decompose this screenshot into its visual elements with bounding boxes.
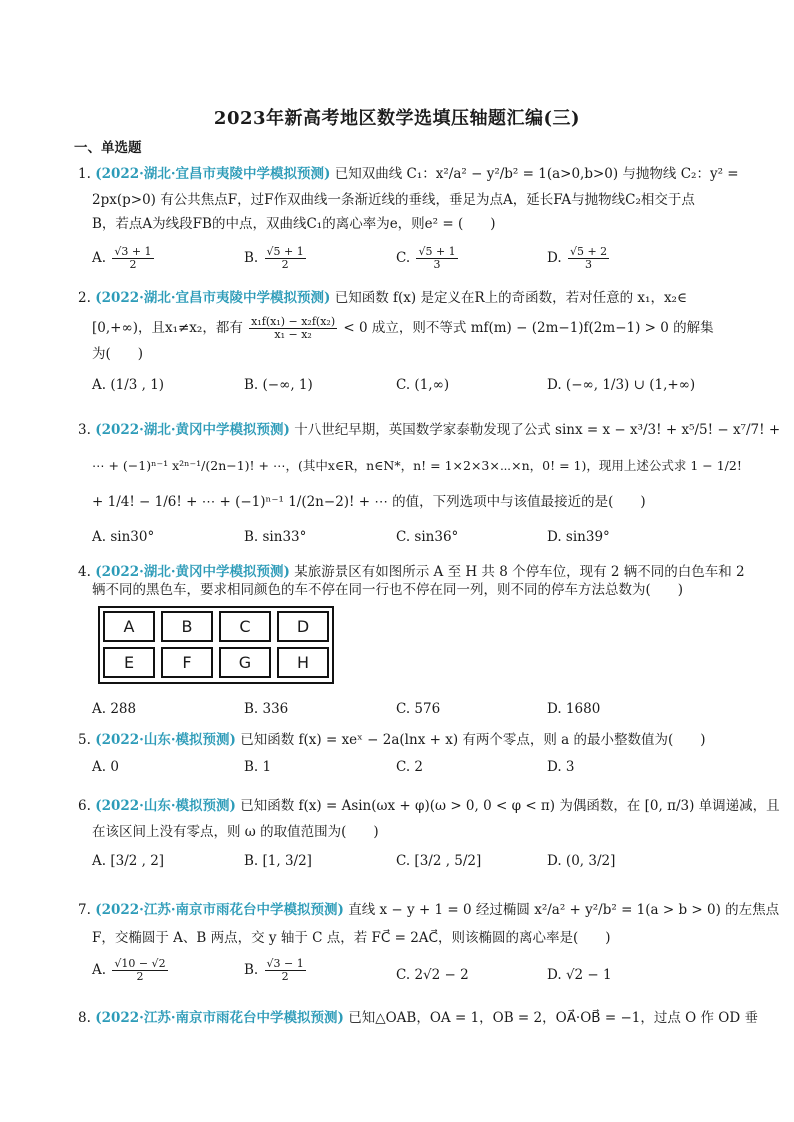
question-text: 已知函数 f(x) 是定义在R上的奇函数，若对任意的 x₁，x₂∈	[334, 290, 687, 306]
question-number: 3.	[78, 422, 91, 438]
question-number: 7.	[78, 902, 91, 918]
option-b[interactable]: B. 336	[244, 701, 289, 717]
option-c[interactable]: C. $\frac{√5 + 1}{3}$	[396, 245, 456, 271]
option-d[interactable]: D. sin39°	[547, 529, 610, 545]
question-1	[78, 164, 748, 184]
question-3	[78, 420, 781, 440]
parking-space-e: E	[103, 647, 155, 678]
option-d[interactable]: D. √2 − 1	[547, 967, 612, 983]
question-source: (2022·湖北·黄冈中学模拟预测)	[95, 422, 290, 438]
option-d[interactable]: D. (−∞, 1/3) ∪ (1,+∞)	[547, 377, 696, 393]
option-c[interactable]: C. 2	[396, 759, 424, 775]
question-source: (2022·江苏·南京市雨花台中学模拟预测)	[95, 1010, 344, 1026]
question-source: (2022·湖北·宜昌市夷陵中学模拟预测)	[95, 166, 331, 182]
question-text: 为( )	[92, 346, 144, 362]
option-a[interactable]: A. sin30°	[92, 529, 155, 545]
question-text: ⋯ + (−1)ⁿ⁻¹ x²ⁿ⁻¹/(2n−1)! + ⋯，(其中x∈R，n∈N*，n! = 1×2×3×⋯×n，0! = 1)，现用上述公式求 1 − 1/2!	[92, 458, 742, 473]
option-d[interactable]: D. 3	[547, 759, 575, 775]
options-row	[92, 698, 752, 722]
option-a[interactable]: A. [3/2 , 2]	[92, 853, 165, 869]
parking-grid	[98, 606, 334, 684]
option-a[interactable]: A. 288	[92, 701, 137, 717]
parking-space-a: A	[103, 611, 155, 642]
option-c[interactable]: C. sin36°	[396, 529, 459, 545]
option-c[interactable]: C. [3/2 , 5/2]	[396, 853, 482, 869]
option-a[interactable]: A. 0	[92, 759, 119, 775]
question-source: (2022·山东·模拟预测)	[95, 732, 236, 748]
options-row	[92, 850, 752, 874]
parking-space-f: F	[161, 647, 213, 678]
option-a[interactable]: A. (1/3 , 1)	[92, 377, 165, 393]
parking-space-h: H	[277, 647, 329, 678]
options-row	[92, 756, 752, 780]
option-c[interactable]: C. 576	[396, 701, 441, 717]
option-b[interactable]: B. (−∞, 1)	[244, 377, 313, 393]
question-text: B，若点A为线段FB的中点，双曲线C₁的离心率为e，则e² = ( )	[92, 216, 496, 232]
question-8	[78, 1008, 758, 1028]
option-a[interactable]: A. $\frac{√10 - √2}{2}$	[92, 957, 166, 983]
parking-space-d: D	[277, 611, 329, 642]
question-text: 已知函数 f(x) = Asin(ωx + φ)(ω > 0, 0 < φ < π) 为偶函数，在 [0, π/3) 单调递减，且	[240, 798, 780, 814]
options-row	[92, 374, 752, 398]
question-source: (2022·湖北·宜昌市夷陵中学模拟预测)	[95, 290, 331, 306]
option-d[interactable]: D. (0, 3/2]	[547, 853, 616, 869]
question-5	[78, 730, 748, 750]
parking-space-b: B	[161, 611, 213, 642]
options-row	[92, 246, 752, 270]
question-text: 已知函数 f(x) = xeˣ − 2a(lnx + x) 有两个零点，则 a 的最小整数值为( )	[240, 732, 706, 748]
options-row	[92, 958, 752, 982]
question-source: (2022·湖北·黄冈中学模拟预测)	[95, 564, 290, 580]
option-d[interactable]: D. 1680	[547, 701, 601, 717]
question-6	[78, 796, 780, 816]
question-number: 8.	[78, 1010, 91, 1026]
question-number: 4.	[78, 564, 91, 580]
question-text: 在该区间上没有零点，则 ω 的取值范围为( )	[92, 824, 379, 840]
question-text: + 1/4! − 1/6! + ⋯ + (−1)ⁿ⁻¹ 1/(2n−2)! + ⋯ 的值，下列选项中与该值最接近的是( )	[92, 494, 646, 510]
option-b[interactable]: B. sin33°	[244, 529, 307, 545]
question-number: 6.	[78, 798, 91, 814]
parking-space-g: G	[219, 647, 271, 678]
option-b[interactable]: B. $\frac{√5 + 1}{2}$	[244, 245, 304, 271]
question-number: 2.	[78, 290, 91, 306]
question-text: 十八世纪早期，英国数学家泰勒发现了公式 sinx = x − x³/3! + x⁵/5! − x⁷/7! +	[294, 422, 781, 438]
option-a[interactable]: A. $\frac{√3 + 1}{2}$	[92, 245, 152, 271]
option-c[interactable]: C. (1,∞)	[396, 377, 450, 393]
page-title: 2023年新高考地区数学选填压轴题汇编(三)	[213, 108, 581, 129]
question-text: 已知双曲线 C₁：x²/a² − y²/b² = 1(a>0,b>0) 与抛物线 C₂：y² =	[334, 166, 739, 182]
question-text: [0,+∞)，且x₁≠x₂，都有 $\frac{\text{x₁f(x₁) − x₂f(x₂)}}{\text{x₁ − x₂}}$ < 0 成立，则不等式 mf(m) − (2m−1)f(2m−1) > 0 的解集	[92, 315, 714, 341]
question-text: 辆不同的黑色车，要求相同颜色的车不停在同一行也不停在同一列，则不同的停车方法总数为( )	[92, 582, 684, 598]
question-7	[78, 900, 780, 920]
question-text: 某旅游景区有如图所示 A 至 H 共 8 个停车位，现有 2 辆不同的白色车和 2	[294, 564, 745, 580]
question-text: F，交椭圆于 A、B 两点，交 y 轴于 C 点，若 FC⃗ = 2AC⃗，则该椭圆的离心率是( )	[92, 930, 611, 946]
question-number: 1.	[78, 166, 91, 182]
options-row	[92, 526, 752, 550]
question-2	[78, 288, 748, 308]
parking-space-c: C	[219, 611, 271, 642]
question-number: 5.	[78, 732, 91, 748]
option-d[interactable]: D. $\frac{√5 + 2}{3}$	[547, 245, 608, 271]
option-b[interactable]: B. 1	[244, 759, 272, 775]
question-4	[78, 562, 748, 582]
question-text: 已知△OAB，OA = 1，OB = 2，OA⃗·OB⃗ = −1，过点 O 作 OD 垂	[348, 1010, 758, 1026]
option-b[interactable]: B. $\frac{√3 - 1}{2}$	[244, 957, 304, 983]
option-b[interactable]: B. [1, 3/2]	[244, 853, 312, 869]
question-text: 直线 x − y + 1 = 0 经过椭圆 x²/a² + y²/b² = 1(a > b > 0) 的左焦点	[348, 902, 780, 918]
question-text: 2px(p>0) 有公共焦点F，过F作双曲线一条渐近线的垂线，垂足为点A，延长FA与抛物线C₂相交于点	[92, 192, 695, 208]
section-heading: 一、单选题	[74, 140, 142, 156]
option-c[interactable]: C. 2√2 − 2	[396, 967, 469, 983]
question-source: (2022·江苏·南京市雨花台中学模拟预测)	[95, 902, 344, 918]
question-source: (2022·山东·模拟预测)	[95, 798, 236, 814]
